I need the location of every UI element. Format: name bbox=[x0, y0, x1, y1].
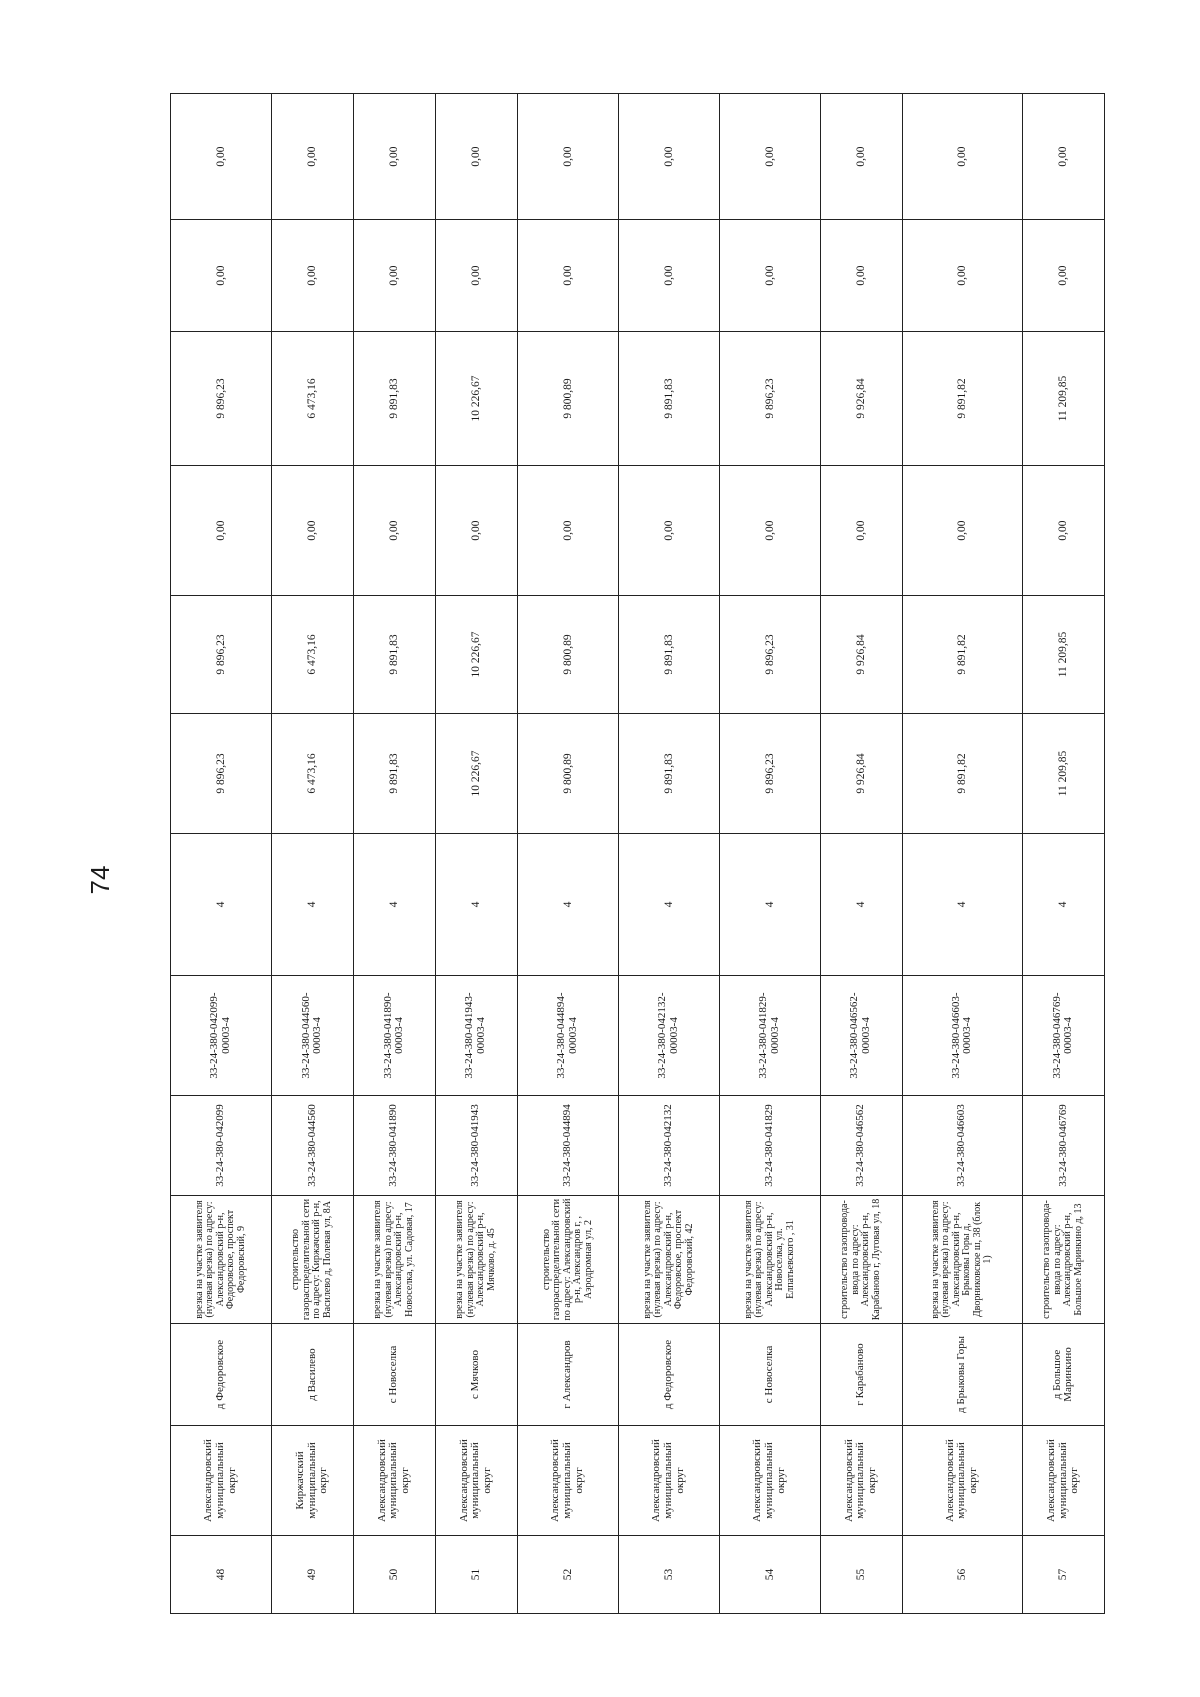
row-number: 50 bbox=[353, 1536, 435, 1614]
full-code-cell: 33-24-380-041943-00003-4 bbox=[435, 976, 517, 1096]
value2-cell: 9 896,23 bbox=[719, 596, 820, 714]
description-cell: строительство газопровода-ввода по адресу: Александровский р-н, Большое Маринкино д, 13 bbox=[1022, 1196, 1104, 1324]
okrug-cell: Александровский муниципальный округ bbox=[618, 1426, 719, 1536]
category-cell: 4 bbox=[719, 834, 820, 976]
code-cell: 33-24-380-044894 bbox=[517, 1096, 618, 1196]
value6-cell: 0,00 bbox=[171, 94, 272, 220]
table-row bbox=[435, 94, 517, 1614]
value4-cell: 9 896,23 bbox=[171, 332, 272, 466]
description-cell: врезка на участке заявителя (нулевая врезка) по адресу: Александровский р-н, Федоровское, проспект Федоровский, 42 bbox=[618, 1196, 719, 1324]
full-code-cell: 33-24-380-041829-00003-4 bbox=[719, 976, 820, 1096]
description-cell: строительство газораспределительной сети по адресу: Киржачский р-н, Василево д, Полевая ул, 8А bbox=[272, 1196, 354, 1324]
okrug-cell: Александровский муниципальный округ bbox=[1022, 1426, 1104, 1536]
table-row bbox=[618, 94, 719, 1614]
full-code-cell: 33-24-380-042132-00003-4 bbox=[618, 976, 719, 1096]
value1-cell: 11 209,85 bbox=[1022, 714, 1104, 834]
settlement-cell: г Карабаново bbox=[820, 1324, 902, 1426]
okrug-cell: Александровский муниципальный округ bbox=[902, 1426, 1022, 1536]
value6-cell: 0,00 bbox=[272, 94, 354, 220]
full-code-cell: 33-24-380-044894-00003-4 bbox=[517, 976, 618, 1096]
value3-cell: 0,00 bbox=[435, 466, 517, 596]
value3-cell: 0,00 bbox=[719, 466, 820, 596]
value4-cell: 9 891,82 bbox=[902, 332, 1022, 466]
value3-cell: 0,00 bbox=[272, 466, 354, 596]
code-cell: 33-24-380-041829 bbox=[719, 1096, 820, 1196]
value4-cell: 9 891,83 bbox=[618, 332, 719, 466]
rotated-table-container bbox=[170, 94, 1105, 1614]
description-cell: строительство газораспределительной сети по адресу: Александровский р-н, Александров г, , Аэродромная ул, 2 bbox=[517, 1196, 618, 1324]
settlement-cell: д Василево bbox=[272, 1324, 354, 1426]
value1-cell: 9 891,83 bbox=[353, 714, 435, 834]
table-row bbox=[820, 94, 902, 1614]
description-cell: строительство газопровода-ввода по адресу: Александровский р-н, Карабаново г, Луговая ул, 18 bbox=[820, 1196, 902, 1324]
value3-cell: 0,00 bbox=[353, 466, 435, 596]
value1-cell: 9 800,89 bbox=[517, 714, 618, 834]
value5-cell: 0,00 bbox=[902, 220, 1022, 332]
row-number: 57 bbox=[1022, 1536, 1104, 1614]
row-number: 56 bbox=[902, 1536, 1022, 1614]
value4-cell: 6 473,16 bbox=[272, 332, 354, 466]
value3-cell: 0,00 bbox=[171, 466, 272, 596]
category-cell: 4 bbox=[272, 834, 354, 976]
value2-cell: 9 891,82 bbox=[902, 596, 1022, 714]
settlement-cell: д Брыковы Горы bbox=[902, 1324, 1022, 1426]
value4-cell: 9 800,89 bbox=[517, 332, 618, 466]
value3-cell: 0,00 bbox=[517, 466, 618, 596]
row-number: 49 bbox=[272, 1536, 354, 1614]
value1-cell: 9 926,84 bbox=[820, 714, 902, 834]
value2-cell: 6 473,16 bbox=[272, 596, 354, 714]
code-cell: 33-24-380-041890 bbox=[353, 1096, 435, 1196]
value2-cell: 9 926,84 bbox=[820, 596, 902, 714]
value3-cell: 0,00 bbox=[1022, 466, 1104, 596]
value6-cell: 0,00 bbox=[618, 94, 719, 220]
value2-cell: 9 800,89 bbox=[517, 596, 618, 714]
category-cell: 4 bbox=[902, 834, 1022, 976]
row-number: 51 bbox=[435, 1536, 517, 1614]
value4-cell: 9 926,84 bbox=[820, 332, 902, 466]
value1-cell: 9 891,83 bbox=[618, 714, 719, 834]
value6-cell: 0,00 bbox=[902, 94, 1022, 220]
table-body bbox=[171, 94, 1105, 1614]
value5-cell: 0,00 bbox=[820, 220, 902, 332]
category-cell: 4 bbox=[435, 834, 517, 976]
value1-cell: 9 891,82 bbox=[902, 714, 1022, 834]
settlement-cell: с Мячково bbox=[435, 1324, 517, 1426]
description-cell: врезка на участке заявителя (нулевая врезка) по адресу: Александровский р-н, Новоселка, ул. Садовая, 17 bbox=[353, 1196, 435, 1324]
value5-cell: 0,00 bbox=[353, 220, 435, 332]
value1-cell: 9 896,23 bbox=[171, 714, 272, 834]
table-row bbox=[353, 94, 435, 1614]
code-cell: 33-24-380-046603 bbox=[902, 1096, 1022, 1196]
description-cell: врезка на участке заявителя (нулевая врезка) по адресу: Александровский р-н, Мячково, д. 45 bbox=[435, 1196, 517, 1324]
value6-cell: 0,00 bbox=[353, 94, 435, 220]
okrug-cell: Александровский муниципальный округ bbox=[353, 1426, 435, 1536]
code-cell: 33-24-380-042132 bbox=[618, 1096, 719, 1196]
value4-cell: 9 891,83 bbox=[353, 332, 435, 466]
table-row bbox=[1022, 94, 1104, 1614]
okrug-cell: Александровский муниципальный округ bbox=[820, 1426, 902, 1536]
value4-cell: 9 896,23 bbox=[719, 332, 820, 466]
full-code-cell: 33-24-380-046769-00003-4 bbox=[1022, 976, 1104, 1096]
row-number: 53 bbox=[618, 1536, 719, 1614]
value6-cell: 0,00 bbox=[820, 94, 902, 220]
full-code-cell: 33-24-380-042099-00003-4 bbox=[171, 976, 272, 1096]
settlement-cell: с Новоселка bbox=[719, 1324, 820, 1426]
settlement-cell: д Федоровское bbox=[618, 1324, 719, 1426]
value6-cell: 0,00 bbox=[517, 94, 618, 220]
category-cell: 4 bbox=[618, 834, 719, 976]
okrug-cell: Александровский муниципальный округ bbox=[719, 1426, 820, 1536]
okrug-cell: Александровский муниципальный округ bbox=[435, 1426, 517, 1536]
value1-cell: 6 473,16 bbox=[272, 714, 354, 834]
table-row bbox=[517, 94, 618, 1614]
value2-cell: 9 891,83 bbox=[618, 596, 719, 714]
code-cell: 33-24-380-042099 bbox=[171, 1096, 272, 1196]
value4-cell: 11 209,85 bbox=[1022, 332, 1104, 466]
category-cell: 4 bbox=[517, 834, 618, 976]
settlement-cell: д Большое Маринкино bbox=[1022, 1324, 1104, 1426]
row-number: 48 bbox=[171, 1536, 272, 1614]
description-cell: врезка на участке заявителя (нулевая врезка) по адресу: Александровский р-н, Новоселка, ул. Елпатьевского , 31 bbox=[719, 1196, 820, 1324]
category-cell: 4 bbox=[171, 834, 272, 976]
value6-cell: 0,00 bbox=[719, 94, 820, 220]
full-code-cell: 33-24-380-044560-00003-4 bbox=[272, 976, 354, 1096]
row-number: 54 bbox=[719, 1536, 820, 1614]
full-code-cell: 33-24-380-041890-00003-4 bbox=[353, 976, 435, 1096]
value2-cell: 10 226,67 bbox=[435, 596, 517, 714]
value6-cell: 0,00 bbox=[1022, 94, 1104, 220]
value5-cell: 0,00 bbox=[272, 220, 354, 332]
value5-cell: 0,00 bbox=[435, 220, 517, 332]
okrug-cell: Александровский муниципальный округ bbox=[171, 1426, 272, 1536]
code-cell: 33-24-380-041943 bbox=[435, 1096, 517, 1196]
value5-cell: 0,00 bbox=[517, 220, 618, 332]
value3-cell: 0,00 bbox=[820, 466, 902, 596]
category-cell: 4 bbox=[1022, 834, 1104, 976]
settlement-cell: д Федоровское bbox=[171, 1324, 272, 1426]
code-cell: 33-24-380-044560 bbox=[272, 1096, 354, 1196]
table-row bbox=[272, 94, 354, 1614]
row-number: 55 bbox=[820, 1536, 902, 1614]
settlement-cell: с Новоселка bbox=[353, 1324, 435, 1426]
okrug-cell: Киржачский муниципальный округ bbox=[272, 1426, 354, 1536]
data-table bbox=[170, 93, 1105, 1614]
table-row bbox=[719, 94, 820, 1614]
row-number: 52 bbox=[517, 1536, 618, 1614]
value1-cell: 9 896,23 bbox=[719, 714, 820, 834]
code-cell: 33-24-380-046769 bbox=[1022, 1096, 1104, 1196]
description-cell: врезка на участке заявителя (нулевая врезка) по адресу: Александровский р-н, Брыковы Горы д, Дворниковское ш, 38 (блок 1) bbox=[902, 1196, 1022, 1324]
full-code-cell: 33-24-380-046562-00003-4 bbox=[820, 976, 902, 1096]
value2-cell: 9 891,83 bbox=[353, 596, 435, 714]
full-code-cell: 33-24-380-046603-00003-4 bbox=[902, 976, 1022, 1096]
settlement-cell: г Александров bbox=[517, 1324, 618, 1426]
category-cell: 4 bbox=[820, 834, 902, 976]
value5-cell: 0,00 bbox=[1022, 220, 1104, 332]
value6-cell: 0,00 bbox=[435, 94, 517, 220]
table-row bbox=[902, 94, 1022, 1614]
value4-cell: 10 226,67 bbox=[435, 332, 517, 466]
value5-cell: 0,00 bbox=[171, 220, 272, 332]
value3-cell: 0,00 bbox=[618, 466, 719, 596]
value5-cell: 0,00 bbox=[719, 220, 820, 332]
description-cell: врезка на участке заявителя (нулевая врезка) по адресу: Александровский р-н, Федоровское, проспект Федоровский, 9 bbox=[171, 1196, 272, 1324]
okrug-cell: Александровский муниципальный округ bbox=[517, 1426, 618, 1536]
value2-cell: 11 209,85 bbox=[1022, 596, 1104, 714]
category-cell: 4 bbox=[353, 834, 435, 976]
code-cell: 33-24-380-046562 bbox=[820, 1096, 902, 1196]
table-row bbox=[171, 94, 272, 1614]
value3-cell: 0,00 bbox=[902, 466, 1022, 596]
value1-cell: 10 226,67 bbox=[435, 714, 517, 834]
page-number: 74 bbox=[85, 865, 115, 895]
value5-cell: 0,00 bbox=[618, 220, 719, 332]
value2-cell: 9 896,23 bbox=[171, 596, 272, 714]
